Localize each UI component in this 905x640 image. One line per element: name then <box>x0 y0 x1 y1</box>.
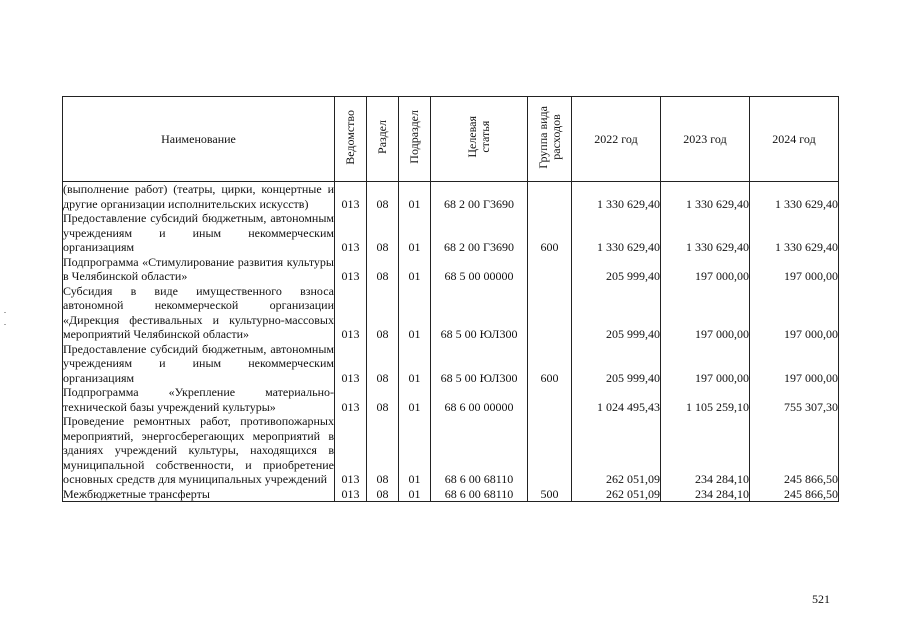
row-target-item: 68 5 00 00000 <box>431 255 528 284</box>
row-subsection: 01 <box>399 284 431 342</box>
page-number: 521 <box>812 592 830 606</box>
row-expense-group <box>528 284 572 342</box>
table-row <box>63 284 839 342</box>
row-amount-2022: 1 024 495,43 <box>572 385 661 414</box>
row-target-item: 68 5 00 ЮЛ300 <box>431 342 528 386</box>
row-section: 08 <box>367 211 399 255</box>
row-target-item: 68 6 00 68110 <box>431 414 528 487</box>
row-subsection: 01 <box>399 385 431 414</box>
row-name: Предоставление субсидий бюджетным, автономным учреждениям и иным некоммерческим организациям <box>63 341 334 385</box>
row-amount-2022: 262 051,09 <box>572 487 661 502</box>
row-amount-2024: 245 866,50 <box>750 414 839 487</box>
table-row <box>63 211 839 255</box>
row-amount-2023: 197 000,00 <box>661 284 750 342</box>
table-row <box>63 487 839 502</box>
row-subsection: 01 <box>399 182 431 212</box>
row-expense-group <box>528 385 572 414</box>
row-target-item: 68 2 00 Г3690 <box>431 211 528 255</box>
row-expense-group <box>528 182 572 212</box>
row-amount-2022: 262 051,09 <box>572 414 661 487</box>
row-amount-2024: 1 330 629,40 <box>750 211 839 255</box>
row-name: Подпрограмма «Укрепление материально-технической базы учреждений культуры» <box>63 385 334 414</box>
row-amount-2023: 1 105 259,10 <box>661 385 750 414</box>
row-amount-2022: 205 999,40 <box>572 255 661 284</box>
row-amount-2024: 197 000,00 <box>750 255 839 284</box>
row-section: 08 <box>367 284 399 342</box>
header-section: Раздел <box>367 97 399 182</box>
header-expense-group: Группа вида расходов <box>528 97 572 182</box>
row-subsection: 01 <box>399 342 431 386</box>
header-subsection: Подраздел <box>399 97 431 182</box>
header-year-2023: 2023 год <box>661 97 750 182</box>
row-ministry: 013 <box>335 211 367 255</box>
scan-artifact <box>4 312 6 313</box>
row-amount-2022: 205 999,40 <box>572 284 661 342</box>
row-amount-2023: 197 000,00 <box>661 255 750 284</box>
row-amount-2024: 1 330 629,40 <box>750 182 839 212</box>
row-target-item: 68 6 00 00000 <box>431 385 528 414</box>
row-section: 08 <box>367 342 399 386</box>
row-expense-group: 500 <box>528 487 572 502</box>
row-amount-2024: 755 307,30 <box>750 385 839 414</box>
row-amount-2024: 197 000,00 <box>750 284 839 342</box>
header-year-2024: 2024 год <box>750 97 839 182</box>
table-row <box>63 255 839 284</box>
header-ministry: Ведомство <box>335 97 367 182</box>
row-amount-2024: 245 866,50 <box>750 487 839 502</box>
row-ministry: 013 <box>335 342 367 386</box>
row-expense-group <box>528 414 572 487</box>
row-target-item: 68 2 00 Г3690 <box>431 182 528 212</box>
row-section: 08 <box>367 385 399 414</box>
row-expense-group <box>528 255 572 284</box>
header-year-2022: 2022 год <box>572 97 661 182</box>
row-section: 08 <box>367 182 399 212</box>
row-ministry: 013 <box>335 385 367 414</box>
row-amount-2023: 1 330 629,40 <box>661 182 750 212</box>
row-name: Предоставление субсидий бюджетным, автономным учреждениям и иным некоммерческим организациям <box>63 211 334 254</box>
row-subsection: 01 <box>399 414 431 487</box>
row-ministry: 013 <box>335 284 367 342</box>
row-ministry: 013 <box>335 487 367 502</box>
row-amount-2022: 1 330 629,40 <box>572 182 661 212</box>
row-ministry: 013 <box>335 182 367 212</box>
table-row <box>63 385 839 414</box>
row-amount-2023: 1 330 629,40 <box>661 211 750 255</box>
row-name: Субсидия в виде имущественного взноса автономной некоммерческой организации «Дирекция фестивальных и культурно-массовых мероприятий Челябинской области» <box>63 283 334 341</box>
row-section: 08 <box>367 487 399 502</box>
row-expense-group: 600 <box>528 342 572 386</box>
row-target-item: 68 5 00 ЮЛ300 <box>431 284 528 342</box>
row-amount-2022: 1 330 629,40 <box>572 211 661 255</box>
row-name: Межбюджетные трансферты <box>63 487 335 502</box>
row-name: Подпрограмма «Стимулирование развития культуры в Челябинской области» <box>63 254 334 283</box>
row-subsection: 01 <box>399 255 431 284</box>
table-row <box>63 342 839 386</box>
header-name: Наименование <box>63 97 335 182</box>
row-amount-2022: 205 999,40 <box>572 342 661 386</box>
row-amount-2023: 234 284,10 <box>661 487 750 502</box>
scan-artifact <box>4 324 6 325</box>
row-target-item: 68 6 00 68110 <box>431 487 528 502</box>
budget-table <box>62 96 839 502</box>
row-ministry: 013 <box>335 255 367 284</box>
table-header-row <box>63 97 839 182</box>
row-amount-2024: 197 000,00 <box>750 342 839 386</box>
row-name: Проведение ремонтных работ, противопожарных мероприятий, энергосберегающих мероприятий в зданиях учреждений культуры, находящихся в муниципальной собственности, и приобретение основных средств для муниципальных учреждений <box>63 414 334 486</box>
row-name: (выполнение работ) (театры, цирки, концертные и другие организации исполнительских искусств) <box>63 182 334 211</box>
table-row <box>63 414 839 487</box>
row-subsection: 01 <box>399 211 431 255</box>
table-row <box>63 182 839 212</box>
row-amount-2023: 197 000,00 <box>661 342 750 386</box>
row-amount-2023: 234 284,10 <box>661 414 750 487</box>
row-section: 08 <box>367 255 399 284</box>
row-section: 08 <box>367 414 399 487</box>
row-subsection: 01 <box>399 487 431 502</box>
row-ministry: 013 <box>335 414 367 487</box>
header-target-item: Целевая статья <box>431 97 528 182</box>
row-expense-group: 600 <box>528 211 572 255</box>
